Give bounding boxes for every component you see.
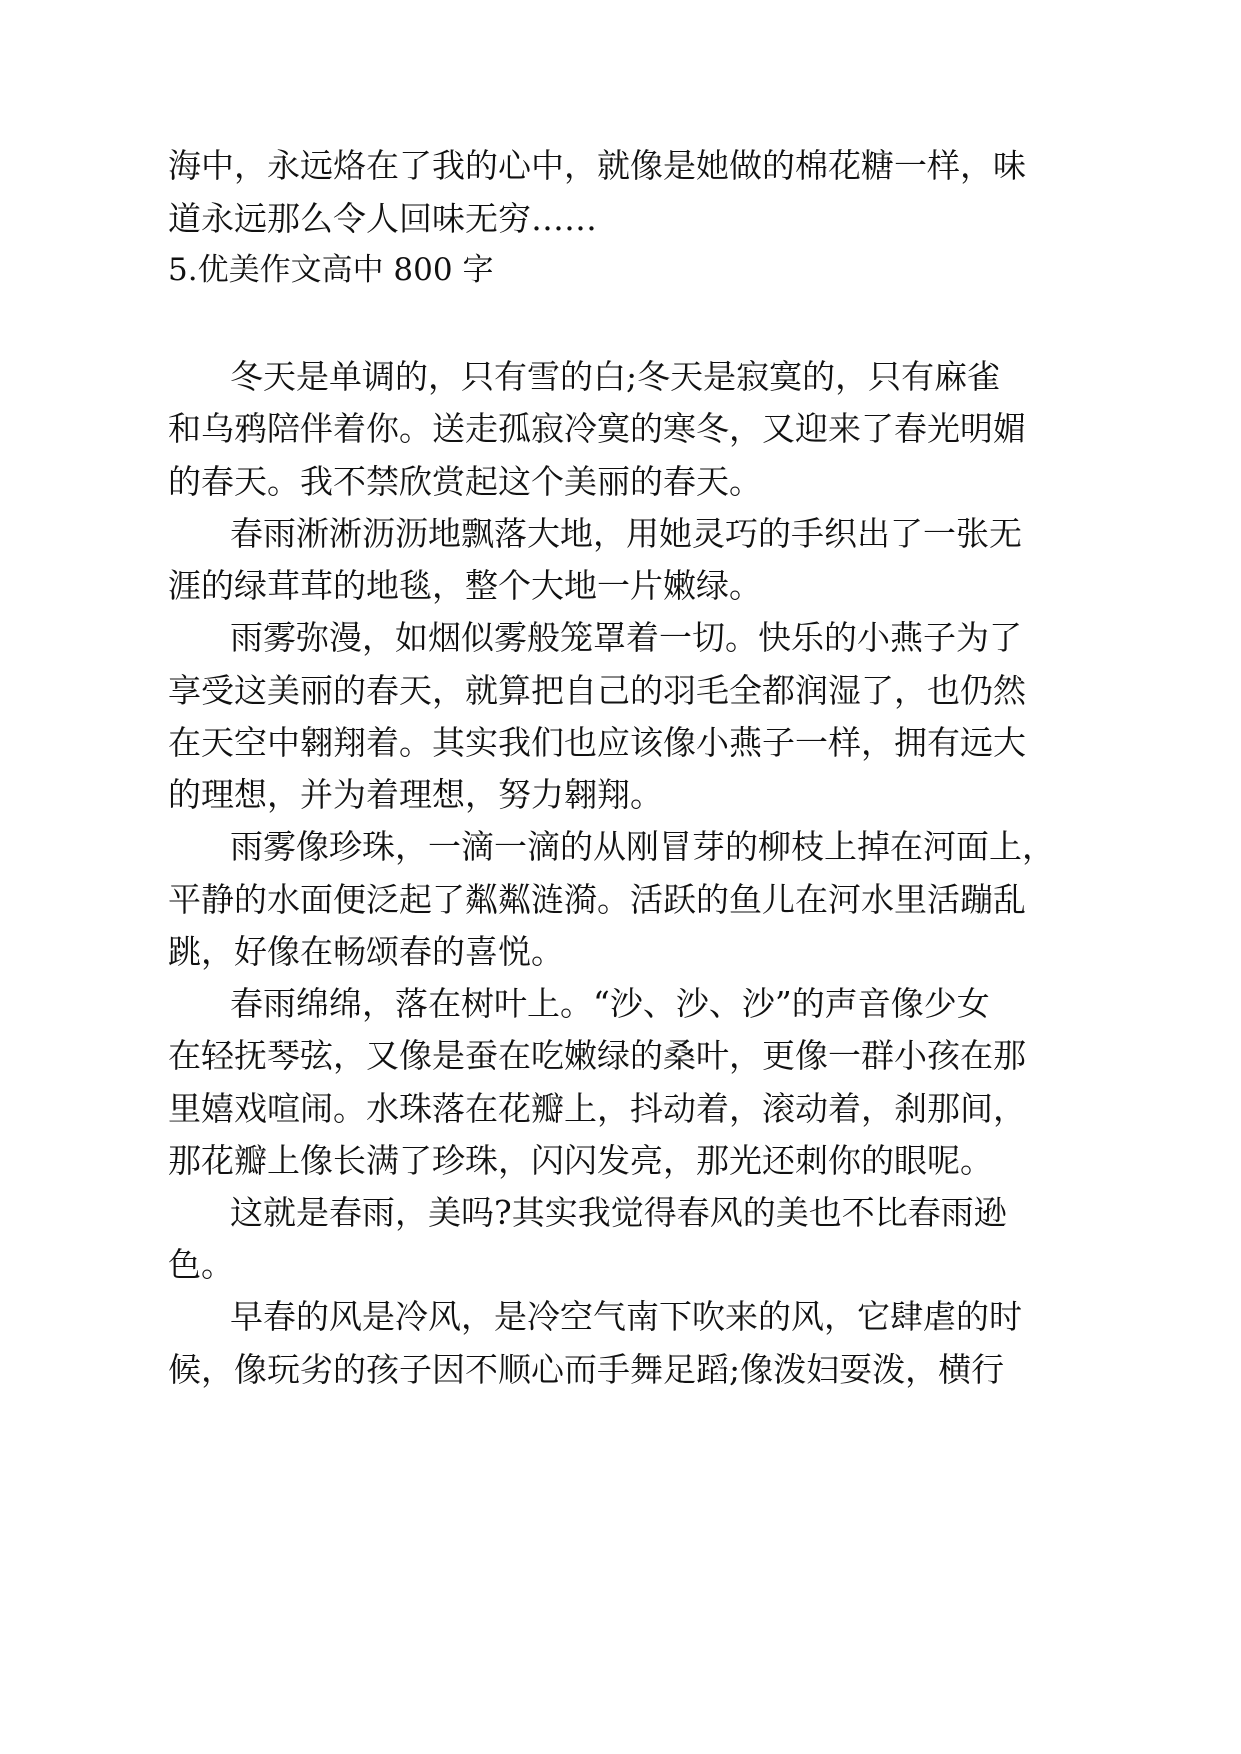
text-line: 在轻抚琴弦，又像是蚕在吃嫩绿的桑叶，更像一群小孩在那 [168, 1036, 1026, 1075]
text-line: 涯的绿茸茸的地毯，整个大地一片嫩绿。 [168, 566, 762, 605]
paragraph-first-line: 冬天是单调的，只有雪的白;冬天是寂寞的，只有麻雀 [230, 357, 1001, 396]
section-heading: 5.优美作文高中 800 字 [168, 252, 494, 288]
text-line: 海中，永远烙在了我的心中，就像是她做的棉花糖一样，味 [168, 146, 1026, 185]
text-line: 那花瓣上像长满了珍珠，闪闪发亮，那光还刺你的眼呢。 [168, 1141, 993, 1180]
paragraph-first-line: 早春的风是冷风，是冷空气南下吹来的风，它肆虐的时 [230, 1297, 1022, 1336]
paragraph-first-line: 雨雾弥漫，如烟似雾般笼罩着一切。快乐的小燕子为了 [230, 618, 1022, 657]
text-line: 平静的水面便泛起了粼粼涟漪。活跃的鱼儿在河水里活蹦乱 [168, 880, 1026, 919]
text-line: 候，像玩劣的孩子因不顺心而手舞足蹈;像泼妇耍泼，横行 [168, 1350, 1005, 1389]
paragraph-first-line: 春雨绵绵，落在树叶上。“沙、沙、沙”的声音像少女 [230, 984, 990, 1023]
text-line: 跳，好像在畅颂春的喜悦。 [168, 932, 564, 971]
text-line: 道永远那么令人回味无穷…… [168, 199, 597, 238]
text-line: 享受这美丽的春天，就算把自己的羽毛全都润湿了，也仍然 [168, 671, 1026, 710]
text-line: 在天空中翱翔着。其实我们也应该像小燕子一样，拥有远大 [168, 723, 1026, 762]
text-line: 的春天。我不禁欣赏起这个美丽的春天。 [168, 462, 762, 501]
text-line: 和乌鸦陪伴着你。送走孤寂冷寞的寒冬，又迎来了春光明媚 [168, 409, 1026, 448]
text-line: 里嬉戏喧闹。水珠落在花瓣上，抖动着，滚动着，刹那间， [168, 1089, 1026, 1128]
paragraph-first-line: 春雨淅淅沥沥地飘落大地，用她灵巧的手织出了一张无 [230, 514, 1022, 553]
paragraph-first-line: 雨雾像珍珠，一滴一滴的从刚冒芽的柳枝上掉在河面上， [230, 827, 1055, 866]
paragraph-first-line: 这就是春雨，美吗?其实我觉得春风的美也不比春雨逊 [230, 1193, 1007, 1232]
text-line: 的理想，并为着理想，努力翱翔。 [168, 775, 663, 814]
text-line: 色。 [168, 1245, 234, 1284]
